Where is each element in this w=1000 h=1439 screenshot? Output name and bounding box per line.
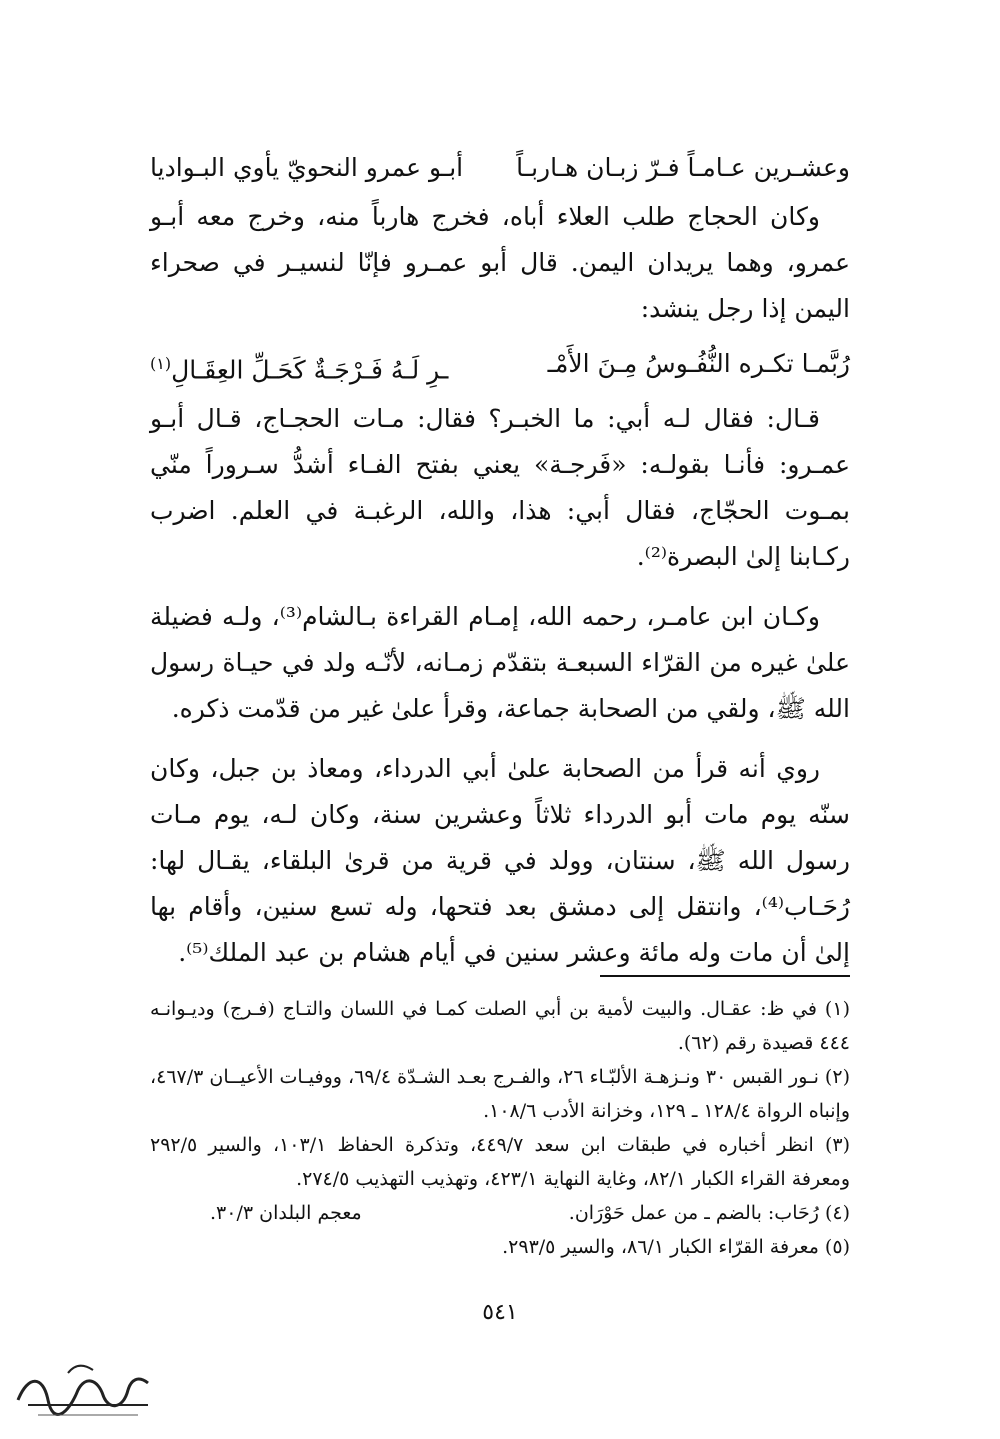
footnote-2: (٢) نـور القبس ٣٠ ونـزهـة الألبّـاء ٢٦، والفـرج بعـد الشـدّة ٦٩/٤، ووفيـات الأعيــان ٤٦٧/٣، وإنباه الرواة ١٢٨/٤ ـ ١٢٩، وخزانة الأدب ١٠٨/٦.	[150, 1066, 850, 1122]
footnote-4-text: (٤) رُحَاب: بالضم ـ من عمل حَوْرَان.	[568, 1202, 850, 1224]
page-number: ٥٤١	[482, 1300, 518, 1325]
footnotes	[150, 992, 850, 1264]
footnote-4-source: معجم البلدان ٣٠/٣.	[210, 1202, 362, 1224]
footnote-separator	[600, 975, 850, 977]
verse-two-footnote-marker: (١)	[150, 354, 172, 373]
verse-two	[150, 344, 850, 390]
verse-one	[150, 148, 850, 188]
publisher-logo	[8, 1355, 158, 1425]
paragraph-2: قـال: فقال لـه أبي: ما الخبـر؟ فقال: مـات الحجـاج، قـال أبـو عمـرو: فأنـا بقولـه: «فَرجـة» يعني بفتح الفـاء أشدُّ سـروراً منّي بمـوت الحجّاج، فقال أبي: هذا، والله، الرغبـة في العلم. اضرب ركـابنا إلىٰ البصرة⁽²⁾.	[150, 404, 850, 572]
verse-one-left: أبـو عمرو النحويّ يأوي البـواديا	[150, 153, 464, 182]
footnote-5: (٥) معرفة القرّاء الكبار ٨٦/١، والسير ٢٩٣/٥.	[502, 1236, 850, 1258]
paragraph-1: وكان الحجاج طلب العلاء أباه، فخرج هارباً منه، وخرج معه أبـو عمرو، وهما يريدان اليمن. قال أبو عمـرو فإنّا لنسيـر في صحراء اليمن إذا رجل ينشد:	[150, 202, 850, 323]
paragraph-3: وكـان ابن عامـر، رحمه الله، إمـام القراءة بـالشام⁽³⁾، ولـه فضيلة علىٰ غيره من القرّاء السبعـة بتقدّم زمـانه، لأنّـه ولد في حيـاة رسول الله ﷺ، ولقي من الصحابة جماعة، وقرأ علىٰ غير من قدّمت ذكره.	[150, 602, 850, 724]
verse-two-right: رُبَّمـا تكـره النُّفُـوسُ مِـنَ الأَمْـ	[547, 349, 850, 378]
page-body	[150, 148, 850, 976]
footnote-1: (١) في ظ: عقـال. والبيت لأمية بن أبي الصلت كمـا في اللسان والتـاج (فـرج) وديـوانـه ٤٤٤ قصيدة رقم (٦٢).	[150, 998, 850, 1054]
verse-two-left-text: ـرِ لَـهُ فَـرْجَـةٌ كَحَـلِّ العِقَـالِ	[171, 355, 449, 385]
verse-two-left	[150, 344, 448, 390]
spacer	[150, 732, 850, 746]
footnote-3: (٣) انظر أخباره في طبقات ابن سعد ٤٤٩/٧، وتذكرة الحفاظ ١٠٣/١، والسير ٢٩٢/٥ ومعرفة القراء الكبار ٨٢/١، وغاية النهاية ٤٢٣/١، وتهذيب التهذيب ٢٧٤/٥.	[150, 1134, 850, 1190]
paragraph-4: روي أنه قرأ من الصحابة علىٰ أبي الدرداء، ومعاذ بن جبل، وكان سنّه يوم مات أبو الدرداء ثلاثاً وعشرين سنة، وكان لـه، يوم مـات رسول الله ﷺ، سنتان، وولد في قرية من قرىٰ البلقاء، يقـال لها: رُحَـاب⁽⁴⁾، وانتقل إلى دمشق بعد فتحها، وله تسع سنين، وأقام بها إلىٰ أن مات وله مائة وعشر سنين في أيام هشام بن عبد الملك⁽⁵⁾.	[150, 754, 851, 968]
spacer	[150, 580, 850, 594]
verse-one-right: وعشـرين عـامـاً فـرّ زبـان هـاربـاً	[516, 153, 850, 182]
footnote-4	[150, 1196, 850, 1230]
